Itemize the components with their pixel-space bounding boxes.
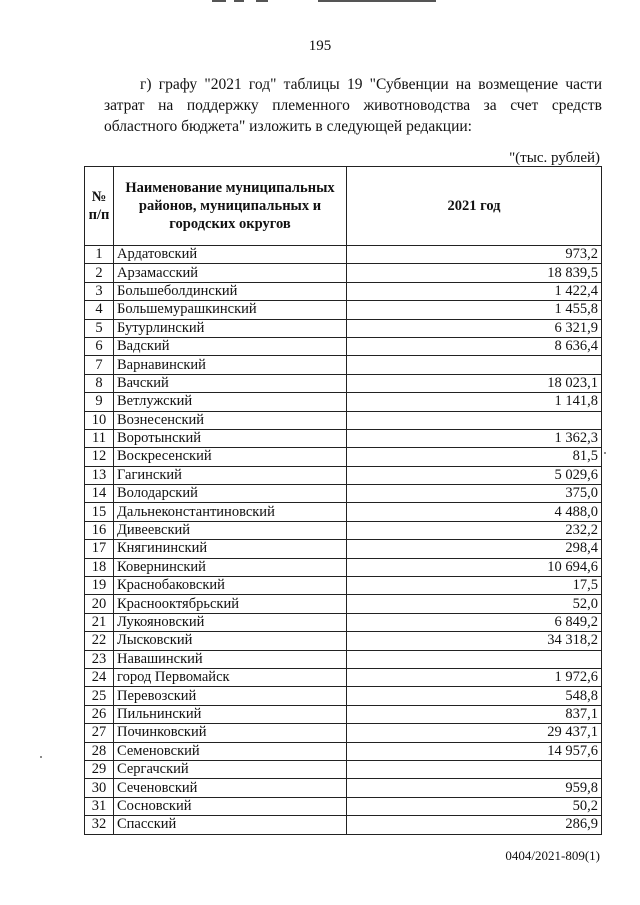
row-value: 1 972,6 [347,668,602,686]
header-num: № п/п [85,167,114,246]
row-number: 3 [85,282,114,300]
row-value: 959,8 [347,779,602,797]
row-number: 22 [85,632,114,650]
row-value: 973,2 [347,246,602,264]
row-number: 10 [85,411,114,429]
table-row [85,595,602,613]
row-value: 52,0 [347,595,602,613]
units-label: "(тыс. рублей) [509,150,600,166]
row-district-name: Дивеевский [114,521,347,539]
row-number: 21 [85,613,114,631]
row-district-name: Бутурлинский [114,319,347,337]
table-row [85,466,602,484]
scan-speck [40,756,42,758]
row-district-name: Починковский [114,724,347,742]
row-district-name: Навашинский [114,650,347,668]
table-row [85,246,602,264]
row-district-name: Воскресенский [114,448,347,466]
table-row [85,521,602,539]
row-number: 25 [85,687,114,705]
table-body [85,246,602,835]
row-district-name: Перевозский [114,687,347,705]
row-district-name: Сергачский [114,760,347,778]
row-district-name: город Первомайск [114,668,347,686]
row-number: 8 [85,374,114,392]
row-value: 18 839,5 [347,264,602,282]
table-row [85,577,602,595]
row-value [347,760,602,778]
row-number: 2 [85,264,114,282]
row-number: 14 [85,485,114,503]
table-row [85,356,602,374]
table-row [85,705,602,723]
table-row [85,816,602,834]
table-row [85,797,602,815]
table-row [85,779,602,797]
row-value: 34 318,2 [347,632,602,650]
row-value [347,650,602,668]
table-row [85,540,602,558]
row-value: 4 488,0 [347,503,602,521]
row-number: 27 [85,724,114,742]
table-row [85,411,602,429]
header-name: Наименование муниципальных районов, муниципальных и городских округов [114,167,347,246]
row-district-name: Дальнеконстантиновский [114,503,347,521]
row-district-name: Спасский [114,816,347,834]
row-value: 1 422,4 [347,282,602,300]
subsidy-table [84,166,602,835]
table-header-row [85,167,602,246]
table-row [85,668,602,686]
row-number: 12 [85,448,114,466]
row-number: 30 [85,779,114,797]
row-value: 17,5 [347,577,602,595]
row-number: 15 [85,503,114,521]
row-district-name: Семеновский [114,742,347,760]
table-row [85,448,602,466]
table-row [85,264,602,282]
row-value: 548,8 [347,687,602,705]
row-district-name: Володарский [114,485,347,503]
row-value [347,411,602,429]
row-value: 5 029,6 [347,466,602,484]
row-number: 32 [85,816,114,834]
row-value: 1 455,8 [347,301,602,319]
row-value: 50,2 [347,797,602,815]
table-row [85,319,602,337]
row-value: 8 636,4 [347,337,602,355]
table-row [85,301,602,319]
row-value: 286,9 [347,816,602,834]
table-row [85,632,602,650]
row-district-name: Большемурашкинский [114,301,347,319]
row-district-name: Вознесенский [114,411,347,429]
table-row [85,742,602,760]
row-district-name: Варнавинский [114,356,347,374]
row-number: 11 [85,429,114,447]
row-number: 26 [85,705,114,723]
table-row [85,374,602,392]
row-district-name: Вачский [114,374,347,392]
row-number: 24 [85,668,114,686]
page-number: 195 [308,38,332,54]
table-row [85,393,602,411]
row-value: 10 694,6 [347,558,602,576]
row-number: 5 [85,319,114,337]
row-value: 18 023,1 [347,374,602,392]
row-district-name: Воротынский [114,429,347,447]
table-row [85,429,602,447]
row-district-name: Лукояновский [114,613,347,631]
row-value: 6 321,9 [347,319,602,337]
row-number: 1 [85,246,114,264]
row-value: 81,5 [347,448,602,466]
table-row [85,613,602,631]
row-number: 29 [85,760,114,778]
table-row [85,558,602,576]
row-value: 14 957,6 [347,742,602,760]
row-district-name: Сосновский [114,797,347,815]
row-value: 6 849,2 [347,613,602,631]
row-district-name: Вадский [114,337,347,355]
row-number: 23 [85,650,114,668]
row-value [347,356,602,374]
table-row [85,485,602,503]
row-district-name: Гагинский [114,466,347,484]
intro-paragraph: г) графу "2021 год" таблицы 19 "Субвенции на возмещение части затрат на поддержку племенного животноводства за счет средств областного бюджета" изложить в следующей редакции: [104,76,602,135]
row-district-name: Сеченовский [114,779,347,797]
row-number: 20 [85,595,114,613]
row-district-name: Ветлужский [114,393,347,411]
table-row [85,282,602,300]
row-district-name: Ковернинский [114,558,347,576]
top-scan-marks [0,0,640,6]
row-value: 232,2 [347,521,602,539]
row-value: 1 141,8 [347,393,602,411]
row-number: 9 [85,393,114,411]
row-district-name: Краснобаковский [114,577,347,595]
row-number: 13 [85,466,114,484]
row-number: 31 [85,797,114,815]
row-value: 837,1 [347,705,602,723]
table-row [85,503,602,521]
document-code: 0404/2021-809(1) [505,848,600,863]
row-district-name: Большеболдинский [114,282,347,300]
row-number: 19 [85,577,114,595]
row-district-name: Ардатовский [114,246,347,264]
row-number: 17 [85,540,114,558]
row-number: 16 [85,521,114,539]
row-value: 1 362,3 [347,429,602,447]
row-number: 28 [85,742,114,760]
header-year: 2021 год [347,167,602,246]
row-number: 6 [85,337,114,355]
row-value: 29 437,1 [347,724,602,742]
table-row [85,760,602,778]
row-number: 4 [85,301,114,319]
table-row [85,724,602,742]
row-district-name: Лысковский [114,632,347,650]
row-district-name: Пильнинский [114,705,347,723]
table-row [85,687,602,705]
row-district-name: Краснооктябрьский [114,595,347,613]
scan-speck [604,452,606,454]
table-row [85,650,602,668]
row-value: 375,0 [347,485,602,503]
row-value: 298,4 [347,540,602,558]
row-district-name: Княгининский [114,540,347,558]
table-row [85,337,602,355]
row-number: 7 [85,356,114,374]
row-number: 18 [85,558,114,576]
row-district-name: Арзамасский [114,264,347,282]
